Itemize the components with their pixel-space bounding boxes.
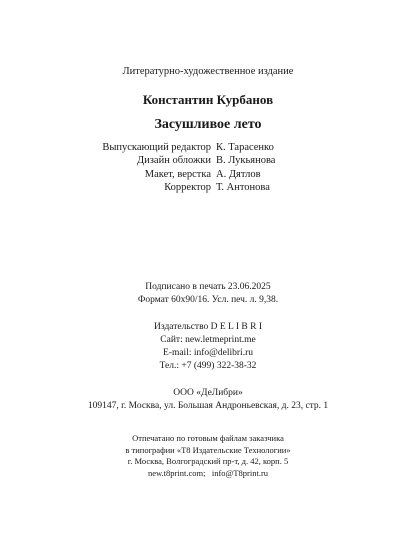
printing-contacts: new.t8print.com; info@T8print.ru <box>147 467 269 478</box>
credits-list <box>0 141 416 195</box>
publisher-name: Издательство D E L I B R I <box>154 322 262 332</box>
credit-row <box>0 168 416 181</box>
book-title: Засушливое лето <box>154 117 262 132</box>
signed-date: Подписано в печать 23.06.2025 <box>145 282 271 292</box>
author-name: Константин Курбанов <box>142 92 274 107</box>
credit-role: Макет, верстка <box>144 168 211 180</box>
publisher-site: Сайт: new.letmeprint.me <box>160 335 256 345</box>
credit-role: Дизайн обложки <box>137 155 211 167</box>
credit-row <box>0 141 416 154</box>
print-info <box>0 281 416 307</box>
company-address: 109147, г. Москва, ул. Большая Андроньевская, д. 23, стр. 1 <box>87 401 329 411</box>
publisher-email: E-mail: info@delibri.ru <box>162 348 253 358</box>
company-info <box>0 387 416 413</box>
printing-address: г. Москва, Волгоградский пр-т, д. 42, корп. 5 <box>127 456 289 466</box>
publisher-info <box>0 321 416 373</box>
credit-name: К. Тарасенко <box>216 142 274 153</box>
credit-role: Корректор <box>164 182 211 194</box>
publisher-phone: Тел.: +7 (499) 322-38-32 <box>159 361 257 371</box>
credit-role: Выпускающий редактор <box>102 142 211 153</box>
company-name: ООО «ДеЛибри» <box>173 388 243 398</box>
credit-row <box>0 181 416 194</box>
format-info: Формат 60x90/16. Усл. печ. л. 9,38. <box>137 295 279 305</box>
edition-type: Литературно-художественное издание <box>122 66 294 77</box>
printing-line: Отпечатано по готовым файлам заказчика <box>132 433 284 443</box>
printing-info <box>0 433 416 479</box>
credit-name: А. Дятлов <box>216 168 261 180</box>
credit-name: В. Лукьянова <box>216 155 276 167</box>
printing-line: в типографии «T8 Издательские Технологии» <box>125 444 291 455</box>
credit-row <box>0 154 416 167</box>
credit-name: Т. Антонова <box>216 182 270 194</box>
